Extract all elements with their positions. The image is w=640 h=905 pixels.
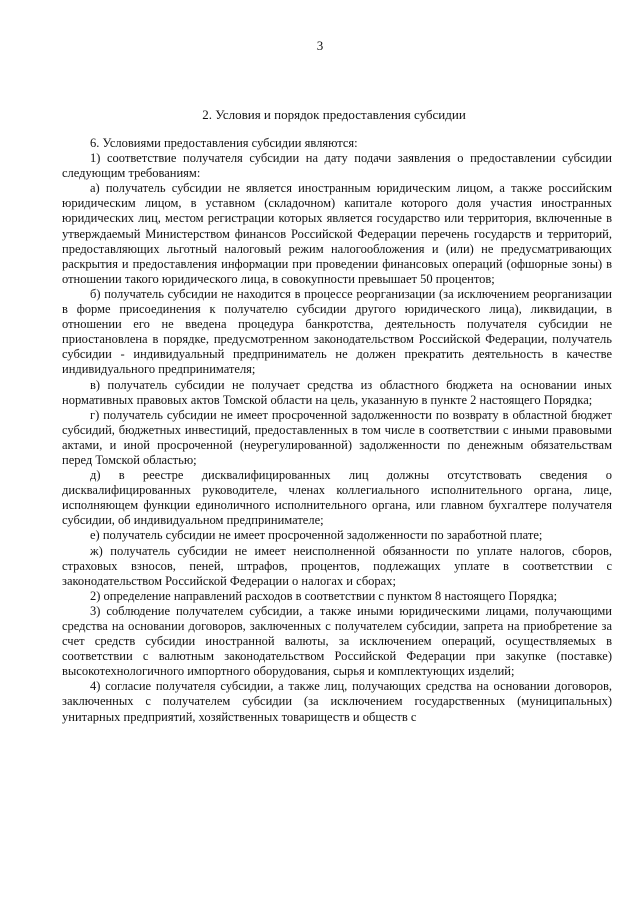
paragraph-requirement-zh: ж) получатель субсидии не имеет неисполненной обязанности по уплате налогов, сборов, страховых взносов, пеней, штрафов, процентов, подлежащих уплате в соответствии с законодательством Российской Федерации о налогах и сборах; [62,543,612,588]
paragraph-requirement-v: в) получатель субсидии не получает средства из областного бюджета на основании иных нормативных правовых актов Томской области на цель, указанную в пункте 2 настоящего Порядка; [62,377,612,407]
paragraph-requirement-d: д) в реестре дисквалифицированных лиц должны отсутствовать сведения о дисквалифицированных руководителе, членах коллегиального исполнительного органа, лице, исполняющем функции единоличного исполнительного органа, или главном бухгалтере получателя субсидии, об индивидуальном предпринимателе; [62,468,612,528]
paragraph-requirement-g: г) получатель субсидии не имеет просроченной задолженности по возврату в областной бюджет субсидий, бюджетных инвестиций, предоставленных в том числе в соответствии с иными правовыми актами, и иной просроченной (неурегулированной) задолженности по денежным обязательствам перед Томской областью; [62,407,612,467]
paragraph-requirement-a: а) получатель субсидии не является иностранным юридическим лицом, а также российским юридическим лицом, в уставном (складочном) капитале которого доля участия иностранных юридических лиц, местом регистрации которых является государство или территория, включенные в утверждаемый Министерством финансов Российской Федерации перечень государств и территорий, предоставляющих льготный налоговый режим налогообложения и (или) не предусматривающих раскрытия и предоставления информации при проведении финансовых операций (офшорные зоны) в отношении такого юридического лица, в совокупности превышает 50 процентов; [62,181,612,286]
paragraph-condition-2: 2) определение направлений расходов в соответствии с пунктом 8 настоящего Порядка; [90,588,558,603]
page-number: 3 [316,38,324,53]
paragraph-requirement-e: е) получатель субсидии не имеет просроченной задолженности по заработной плате; [90,528,543,543]
paragraph-condition-3: 3) соблюдение получателем субсидии, а также иными юридическими лицами, получающими средства на основании договоров, заключенных с получателем субсидии, запрета на приобретение за счет средств субсидии иностранной валюты, за исключением операций, осуществляемых в соответствии с валютным законодательством Российской Федерации при закупке (поставке) высокотехнологичного импортного оборудования, сырья и комплектующих изделий; [62,603,612,679]
paragraph-6: 6. Условиями предоставления субсидии являются: [90,136,358,150]
document-body [62,136,612,725]
paragraph-condition-4: 4) согласие получателя субсидии, а также лиц, получающих средства на основании договоров, заключенных с получателем субсидии (за исключением государственных (муниципальных) унитарных предприятий, хозяйственных товариществ и обществ с [62,679,612,724]
paragraph-requirement-b: б) получатель субсидии не находится в процессе реорганизации (за исключением реорганизации в форме присоединения к получателю субсидии другого юридического лица), ликвидации, в отношении его не введена процедура банкротства, деятельность получателя субсидии не приостановлена в порядке, предусмотренном законодательством Российской Федерации, получатель субсидии - индивидуальный предприниматель не должен прекратить деятельность в качестве индивидуального предпринимателя; [62,286,612,377]
paragraph-condition-1: 1) соответствие получателя субсидии на дату подачи заявления о предоставлении субсидии следующим требованиям: [62,151,612,181]
section-title: 2. Условия и порядок предоставления субсидии [202,107,466,122]
